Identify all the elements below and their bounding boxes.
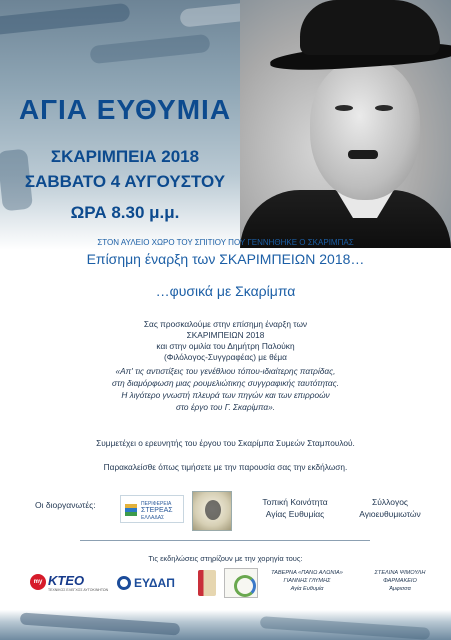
invitation-text: ΣΚΑΡΙΜΠΕΙΩΝ 2018 — [186, 330, 265, 340]
talk-topic: «Απ' τις αντιστίξεις του γενέθλιου τόπου-ιδιαίτερης πατρίδας, — [115, 366, 336, 376]
region-logo-mark-icon — [125, 504, 137, 516]
event-time: ΩΡΑ 8.30 μ.μ. — [70, 203, 180, 222]
portrait-face — [310, 60, 420, 200]
talk-topic: στο έργο του Γ. Σκαρίμπα». — [175, 402, 276, 412]
taverna-sponsor: ΤΑΒΕΡΝΑ «ΠΑΝΩ ΑΛΩΝΙΑ» — [271, 570, 343, 576]
pharmacy-sponsor: Άμφισσα — [389, 586, 411, 592]
portrait-hat — [300, 0, 440, 55]
pharmacy-sponsor: ΣΤΕΛΙΝΑ ΨΙΜΟΥΛΗ — [374, 570, 426, 576]
portrait-eye — [375, 105, 393, 111]
eydap-logo: ΕΥΔΑΠ — [117, 574, 177, 592]
headline: Επίσημη έναρξη των ΣΚΑΡΙΜΠΕΙΩΝ 2018… — [86, 251, 365, 267]
talk-topic: στη διαμόρφωση μιας ρουμελιώτικης συγγραφικής ταυτότητας. — [111, 378, 339, 388]
region-logo: ΠΕΡΙΦΕΡΕΙΑ ΣΤΕΡΕΑΣ ΕΛΛΑΔΑΣ — [120, 495, 184, 523]
divider — [80, 540, 370, 541]
sponsors-label: Τις εκδηλώσεις στηρίζουν με την χορηγία τους: — [148, 554, 303, 563]
author-portrait-photo — [240, 0, 451, 248]
portrait-eye — [335, 105, 353, 111]
attendance-request: Παρακαλείσθε όπως τιμήσετε με την παρουσία σας την εκδήλωση. — [103, 462, 348, 472]
organizers-label: Οι διοργανωτές: — [35, 500, 96, 510]
poster-title: ΑΓΙΑ ΕΥΘΥΜΙΑ — [18, 94, 232, 125]
association-name: Αγιοευθυμιωτών — [359, 509, 421, 519]
kteo-badge-icon: my — [30, 574, 46, 590]
event-date: ΣΑΒΒΑΤΟ 4 ΑΥΓΟΥΣΤΟΥ — [24, 172, 226, 191]
taverna-sponsor: Αγία Ευθυμία — [290, 586, 324, 592]
association-name: Σύλλογος — [371, 497, 409, 507]
talk-topic: Η λιγότερο γνωστή πλευρά των πηγών και των επιρροών — [121, 390, 330, 400]
kteo-logo: my ΚΤΕΟ ΤΕΧΝΙΚΟΣ ΕΛΕΓΧΟΣ ΑΥΤΟΚΙΝΗΤΩΝ — [30, 573, 105, 593]
event-venue: ΣΤΟΝ ΑΥΛΕΙΟ ΧΩΡΟ ΤΟΥ ΣΠΙΤΙΟΥ ΠΟΥ ΓΕΝΝΗΘΗΚΕ Ο ΣΚΑΡΙΜΠΑΣ — [97, 238, 354, 247]
community-name: Αγίας Ευθυμίας — [265, 509, 325, 519]
tagline: …φυσικά με Σκαρίμπα — [155, 283, 296, 299]
event-name: ΣΚΑΡΙΜΠΕΙΑ 2018 — [50, 147, 200, 166]
invitation-text: και στην ομιλία του Δημήτρη Παλούκη — [156, 341, 295, 351]
invitation-text: Σας προσκαλούμε στην επίσημη έναρξη των — [143, 319, 308, 329]
association-portrait-logo — [192, 491, 232, 531]
pharmacy-sponsor: ΦΑΡΜΑΚΕΙΟ — [383, 578, 417, 584]
portrait-mustache — [348, 150, 378, 159]
eydap-circle-icon — [117, 576, 131, 590]
taverna-sponsor: ΓΙΑΝΝΗΣ ΓΛΥΜΗΣ — [283, 578, 331, 584]
community-name: Τοπική Κοινότητα — [262, 497, 328, 507]
green-circle-logo-icon — [224, 568, 258, 598]
participant-note: Συμμετέχει ο ερευνητής του έργου του Σκαρίμπα Συμεών Σταμπουλού. — [96, 438, 355, 448]
invitation-text: (Φιλόλογος-Συγγραφέας) με θέμα — [164, 352, 287, 362]
book-logo-icon — [198, 570, 216, 596]
